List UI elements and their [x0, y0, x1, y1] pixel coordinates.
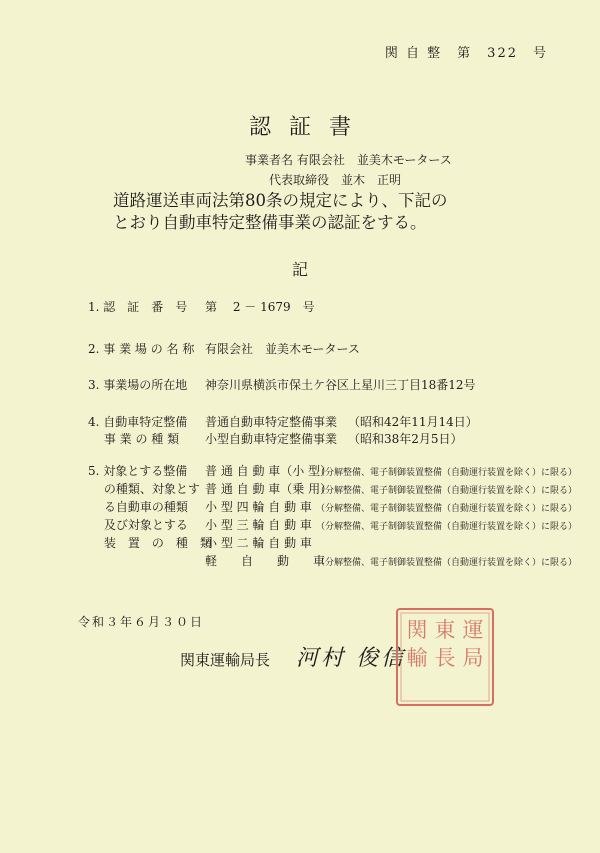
item5-label-line-4: 及び対象とする [88, 518, 188, 532]
item4-date-2: （昭和38年2月5日） [348, 432, 463, 446]
item4-type-1: 普通自動車特定整備事業 [205, 415, 338, 429]
item5-label-line-2: の種類、対象とす [88, 482, 200, 496]
seal-col-left: 関輸 [406, 618, 428, 670]
item4-label-line-2: 事 業 の 種 類 [88, 432, 180, 446]
item5-note-2: （分解整備、電子制御装置整備（自動運行装置を除く）に限る） [316, 486, 578, 496]
item4-type-2: 小型自動車特定整備事業 [205, 432, 338, 446]
document-number: 関 自 整 第 322 号 [384, 46, 548, 61]
representative-name: 代表取締役 並木 正明 [269, 173, 402, 187]
statement-line-2: とおり自動車特定整備事業の認証をする。 [113, 213, 427, 232]
item5-vehicle-1: 普 通 自 動 車（小 型） [205, 464, 333, 478]
issue-date: 令和３年６月３０日 [78, 615, 205, 629]
statement-line-1: 道路運送車両法第80条の規定により、下記の [113, 191, 448, 210]
official-seal [396, 608, 494, 706]
item2-label: 2. 事 業 場 の 名 称 [88, 342, 195, 356]
item5-note-4: （分解整備、電子制御装置整備（自動運行装置を除く）に限る） [316, 522, 578, 532]
item5-vehicle-2: 普 通 自 動 車（乗 用） [205, 482, 333, 496]
certification-statement [113, 190, 448, 234]
operator-name: 事業者名 有限会社 並美木モータース [245, 153, 452, 167]
bureau-title: 関東運輸局長 [180, 651, 271, 669]
item5-vehicle-3: 小 型 四 輪 自 動 車 [205, 500, 312, 514]
item3-value: 神奈川県横浜市保土ケ谷区上星川三丁目18番12号 [205, 378, 476, 392]
seal-col-right: 運局 [462, 618, 484, 670]
seal-col-middle: 東長 [434, 618, 456, 670]
director-signature: 河村 俊信 [296, 646, 406, 671]
item5-label-line-5: 装 置 の 種 類 [88, 536, 212, 550]
business-info [245, 150, 452, 190]
item1-value: 第 2 － 1679 号 [205, 300, 315, 314]
item4-label-line-1: 4. 自動車特定整備 [88, 415, 188, 429]
item5-label-line-1: 5. 対象とする整備 [88, 464, 188, 478]
item5-vehicle-5: 小 型 二 輪 自 動 車 [205, 536, 312, 550]
item5-note-3: （分解整備、電子制御装置整備（自動運行装置を除く）に限る） [316, 504, 578, 514]
item2-value: 有限会社 並美木モータース [205, 342, 360, 356]
item5-vehicle-6: 軽 自 動 車 [205, 554, 326, 568]
item1-label: 1. 認 証 番 号 [88, 300, 188, 314]
ki-heading: 記 [291, 260, 308, 279]
item5-label-line-3: る自動車の種類 [88, 500, 188, 514]
item4-date-1: （昭和42年11月14日） [348, 415, 478, 429]
item3-label: 3. 事業場の所在地 [88, 378, 188, 392]
document-title: 認証書 [248, 115, 369, 140]
item5-note-1: （分解整備、電子制御装置整備（自動運行装置を除く）に限る） [316, 468, 578, 478]
item5-vehicle-4: 小 型 三 輪 自 動 車 [205, 518, 312, 532]
item5-note-6: （分解整備、電子制御装置整備（自動運行装置を除く）に限る） [316, 558, 578, 568]
